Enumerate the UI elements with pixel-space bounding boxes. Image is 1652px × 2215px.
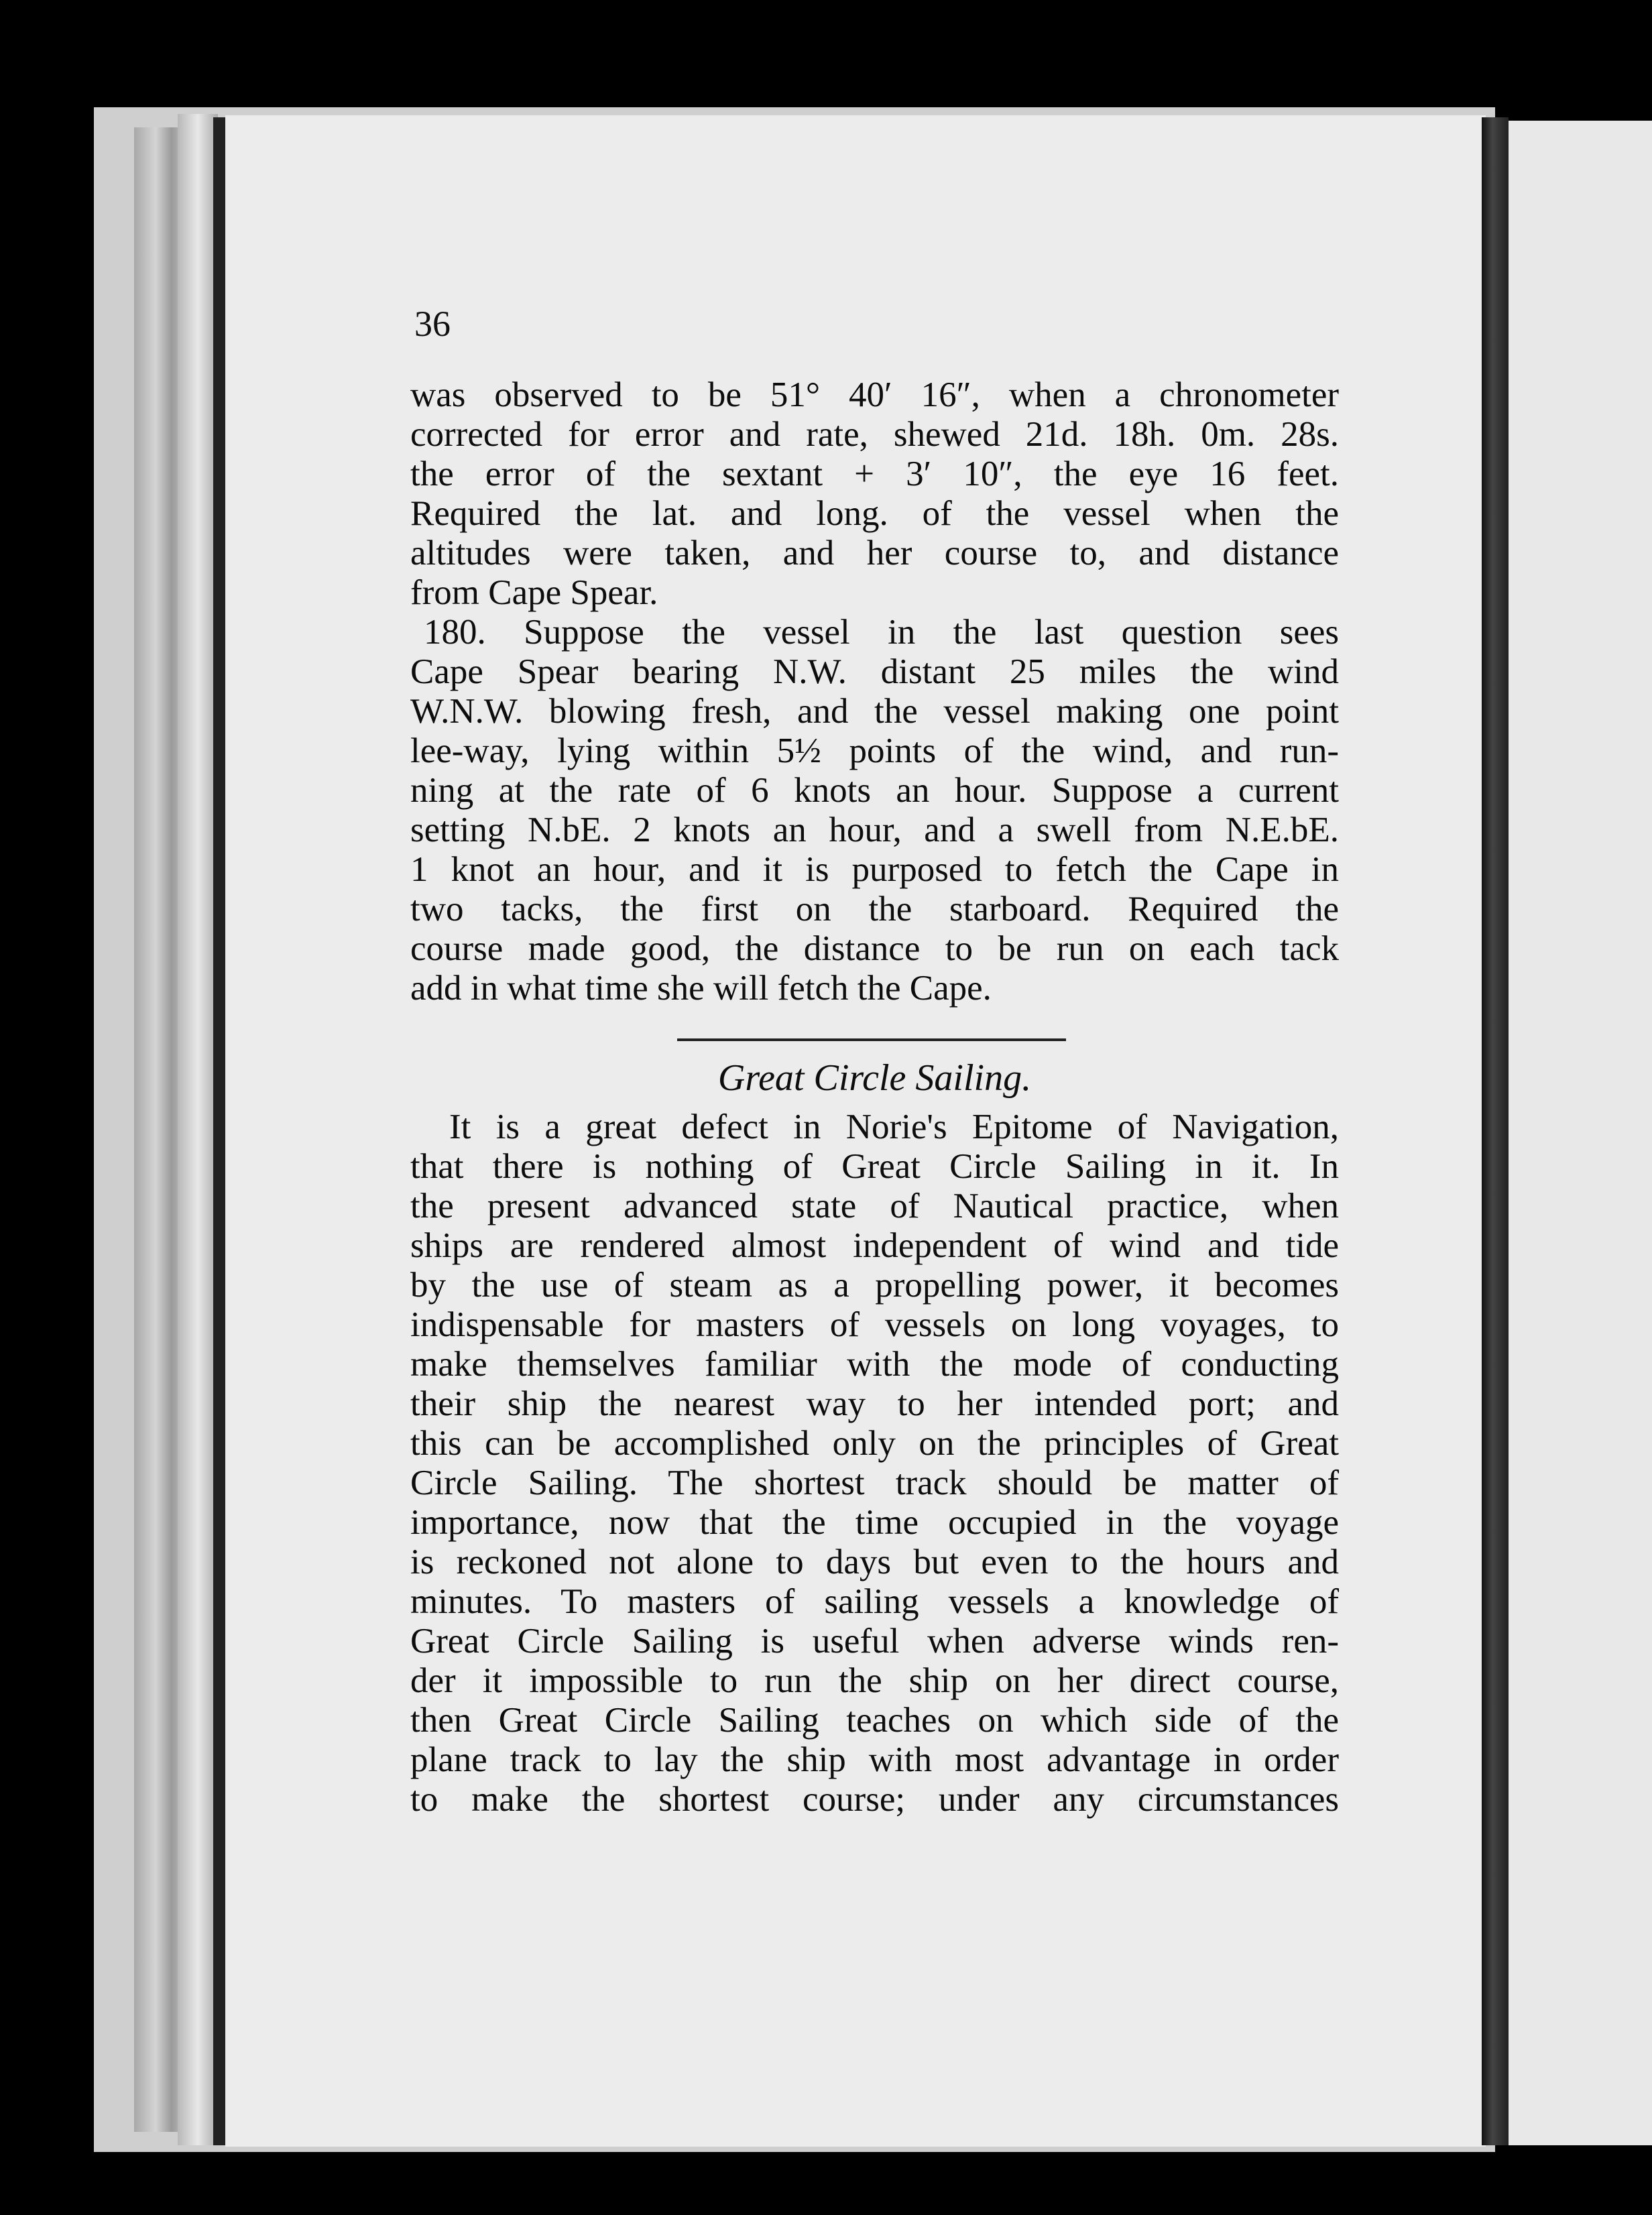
book-gutter: [213, 117, 225, 2145]
text-line: this can be accomplished only on the principles of Great: [410, 1424, 1339, 1463]
text-line: then Great Circle Sailing teaches on which side of the: [410, 1701, 1339, 1740]
text-line: indispensable for masters of vessels on long voyages, to: [410, 1305, 1339, 1344]
text-line: the present advanced state of Nautical practice, when: [410, 1187, 1339, 1225]
problem-paragraph: [410, 375, 1339, 1008]
text-line: lee-way, lying within 5½ points of the wind, and run-: [410, 731, 1339, 770]
text-line: corrected for error and rate, shewed 21d. 18h. 0m. 28s.: [410, 415, 1339, 454]
text-line: the error of the sextant + 3′ 10″, the eye 16 feet.: [410, 455, 1339, 493]
text-line: setting N.bE. 2 knots an hour, and a swell from N.E.bE.: [410, 811, 1339, 849]
text-line: two tacks, the first on the starboard. Required the: [410, 890, 1339, 929]
text-line: Great Circle Sailing is useful when adverse winds ren-: [410, 1622, 1339, 1661]
text-line: add in what time she will fetch the Cape.: [410, 969, 992, 1008]
text-line: that there is nothing of Great Circle Sailing in it. In: [410, 1147, 1339, 1186]
text-line: plane track to lay the ship with most advantage in order: [410, 1740, 1339, 1779]
text-line: ships are rendered almost independent of wind and tide: [410, 1226, 1339, 1265]
text-line: altitudes were taken, and her course to, and distance: [410, 534, 1339, 573]
text-line: their ship the nearest way to her intended port; and: [410, 1384, 1339, 1423]
text-line: to make the shortest course; under any circumstances: [410, 1780, 1339, 1819]
text-line: make themselves familiar with the mode of conducting: [410, 1345, 1339, 1384]
page-right-edge: [1482, 117, 1509, 2145]
text-line: was observed to be 51° 40′ 16″, when a chronometer: [410, 375, 1339, 414]
text-line: by the use of steam as a propelling power, it becomes: [410, 1266, 1339, 1305]
text-line: 1 knot an hour, and it is purposed to fetch the Cape in: [410, 850, 1339, 889]
text-line: Circle Sailing. The shortest track should be matter of: [410, 1463, 1339, 1502]
text-line: It is a great defect in Norie's Epitome of Navigation,: [449, 1108, 1339, 1146]
text-line: Cape Spear bearing N.W. distant 25 miles the wind: [410, 652, 1339, 691]
facing-page: [1509, 121, 1652, 2145]
text-line: Required the lat. and long. of the vessel when the: [410, 494, 1339, 533]
text-line: from Cape Spear.: [410, 573, 658, 612]
section-heading: Great Circle Sailing.: [717, 1057, 1032, 1099]
text-line: course made good, the distance to be run on each tack: [410, 929, 1339, 968]
page-number: 36: [414, 304, 451, 344]
text-line: minutes. To masters of sailing vessels a knowledge of: [410, 1582, 1339, 1621]
page-stack-front: [178, 114, 218, 2145]
text-line: der it impossible to run the ship on her direct course,: [410, 1661, 1339, 1700]
text-line: 180. Suppose the vessel in the last question sees: [424, 613, 1339, 652]
text-line: ning at the rate of 6 knots an hour. Suppose a current: [410, 771, 1339, 810]
text-line: is reckoned not alone to days but even to the hours and: [410, 1543, 1339, 1581]
section-body: [410, 1108, 1339, 1819]
text-line: W.N.W. blowing fresh, and the vessel making one point: [410, 692, 1339, 731]
text-line: importance, now that the time occupied in the voyage: [410, 1503, 1339, 1542]
section-divider: [677, 1038, 1066, 1041]
